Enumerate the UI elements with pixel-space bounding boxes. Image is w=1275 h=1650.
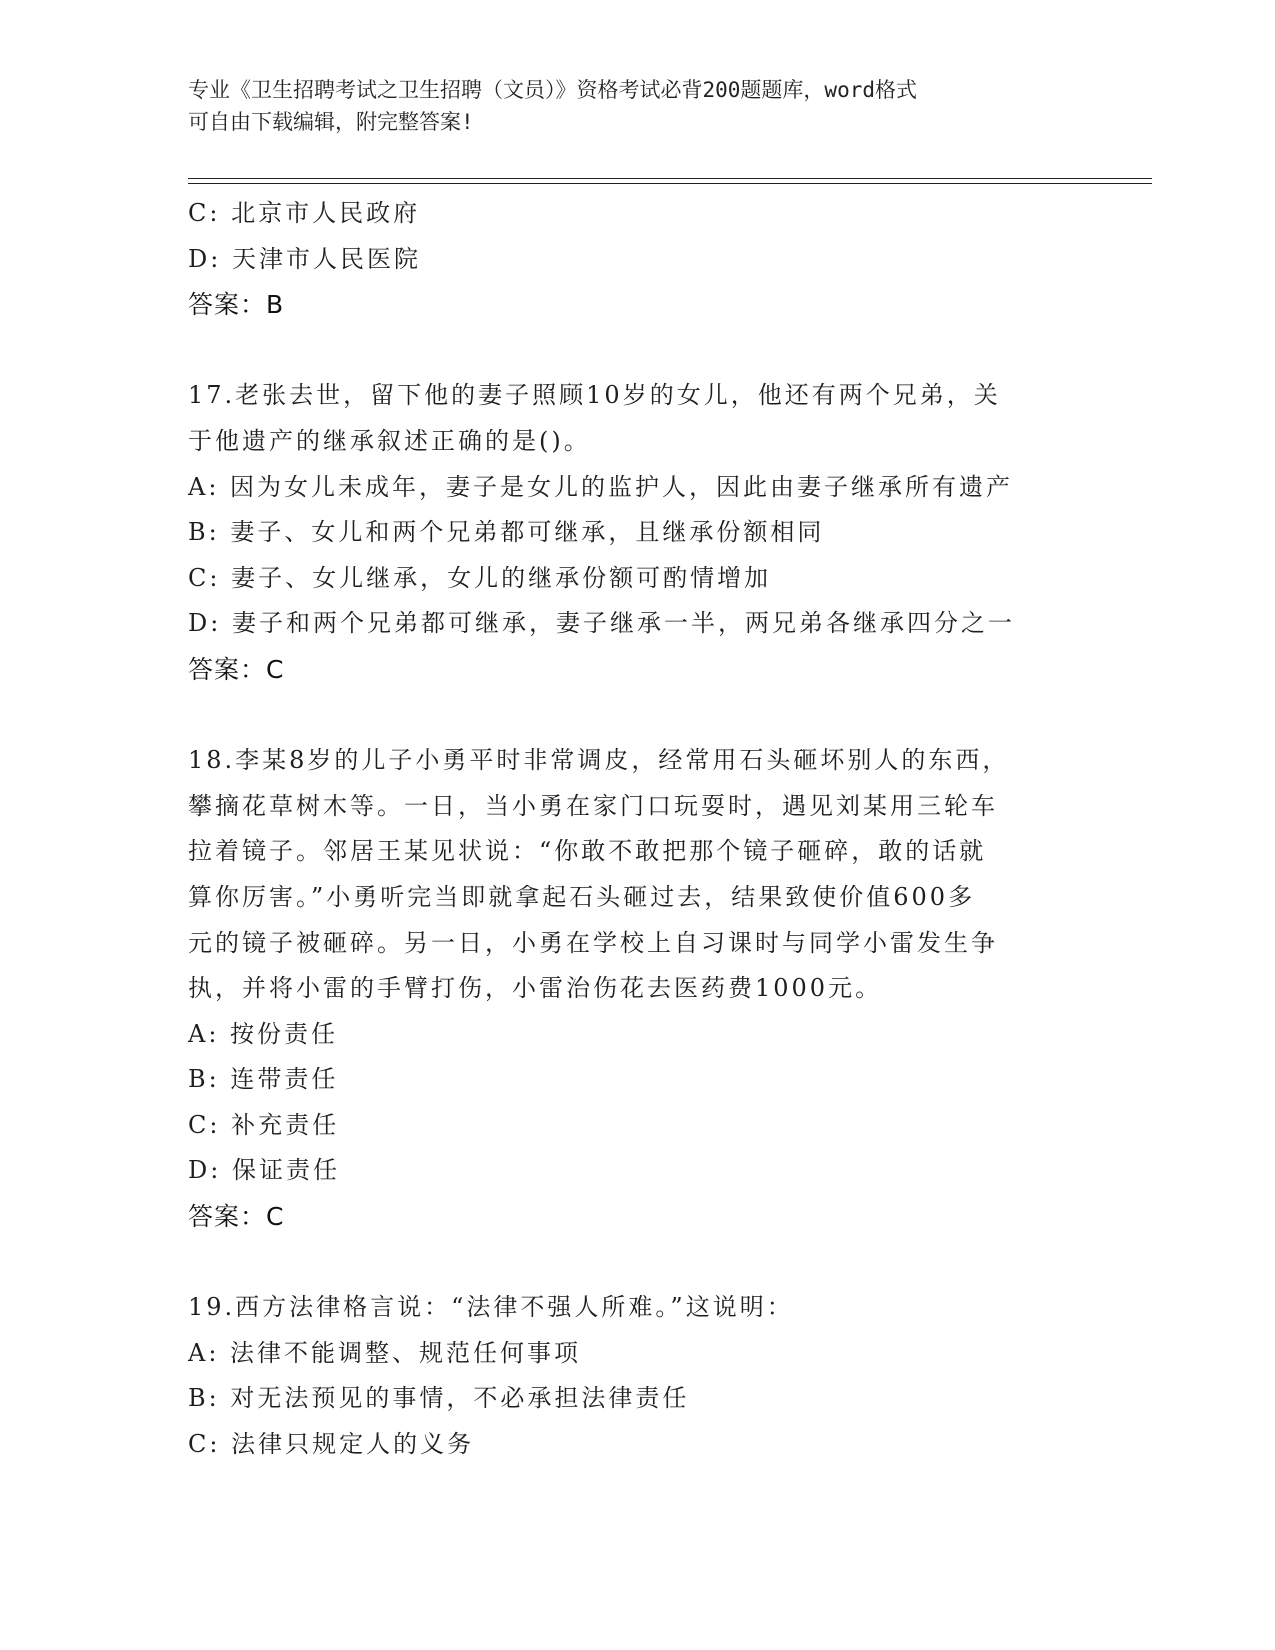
header-divider-top xyxy=(188,178,1152,179)
q16-option-d: D: 天津市人民医院 xyxy=(188,244,421,273)
q16-answer: 答案：B xyxy=(188,290,285,320)
q19-option-c: C: 法律只规定人的义务 xyxy=(188,1430,475,1459)
q17-answer: 答案：C xyxy=(188,654,285,684)
q18-stem-line-1: 18.李某8岁的儿子小勇平时非常调皮，经常用石头砸坏别人的东西， xyxy=(188,746,1010,775)
header-divider-bottom xyxy=(188,183,1152,184)
spacer xyxy=(188,1240,1088,1286)
q16-option-c: C: 北京市人民政府 xyxy=(188,199,421,227)
q18-stem-line-3: 拉着镜子。邻居王某见状说：“你敢不敢把那个镜子砸碎，敢的话就 xyxy=(188,837,987,866)
q18-option-d: D: 保证责任 xyxy=(188,1156,340,1185)
q17-option-b: B: 妻子、女儿和两个兄弟都可继承，且继承份额相同 xyxy=(188,518,825,547)
document-header xyxy=(188,74,1068,138)
q17-option-c: C: 妻子、女儿继承，女儿的继承份额可酌情增加 xyxy=(188,563,772,592)
question-list xyxy=(188,191,1088,1468)
q18-option-a: A: 按份责任 xyxy=(188,1019,339,1048)
q18-answer: 答案：C xyxy=(188,1202,285,1232)
q18-stem-line-4: 算你厉害。”小勇听完当即就拿起石头砸过去，结果致使价值600多 xyxy=(188,882,976,911)
q17-stem-line-1: 17.老张去世，留下他的妻子照顾10岁的女儿，他还有两个兄弟，关 xyxy=(188,381,1001,410)
q18-option-c: C: 补充责任 xyxy=(188,1110,340,1139)
question-19 xyxy=(188,1285,1088,1467)
q19-option-b: B: 对无法预见的事情，不必承担法律责任 xyxy=(188,1384,690,1413)
question-18 xyxy=(188,738,1088,1240)
spacer xyxy=(188,328,1088,374)
header-title-line-2: 可自由下载编辑，附完整答案! xyxy=(188,110,474,134)
question-16 xyxy=(188,191,1088,328)
spacer xyxy=(188,693,1088,739)
header-title-line-1: 专业《卫生招聘考试之卫生招聘（文员）》资格考试必背200题题库，word格式 xyxy=(188,78,917,102)
q18-stem-line-5: 元的镜子被砸碎。另一日，小勇在学校上自习课时与同学小雷发生争 xyxy=(188,928,998,957)
q19-option-a: A: 法律不能调整、规范任何事项 xyxy=(188,1338,582,1367)
q17-option-d: D: 妻子和两个兄弟都可继承，妻子继承一半，两兄弟各继承四分之一 xyxy=(188,609,1015,638)
q19-stem-line-1: 19.西方法律格言说：“法律不强人所难。”这说明： xyxy=(188,1293,794,1322)
question-17 xyxy=(188,373,1088,692)
q18-stem-line-6: 执，并将小雷的手臂打伤，小雷治伤花去医药费1000元。 xyxy=(188,974,883,1003)
q17-stem-line-2: 于他遗产的继承叙述正确的是()。 xyxy=(188,426,591,455)
q18-stem-line-2: 攀摘花草树木等。一日，当小勇在家门口玩耍时，遇见刘某用三轮车 xyxy=(188,791,998,820)
q18-option-b: B: 连带责任 xyxy=(188,1065,339,1094)
q17-option-a: A: 因为女儿未成年，妻子是女儿的监护人，因此由妻子继承所有遗产 xyxy=(188,472,1014,501)
